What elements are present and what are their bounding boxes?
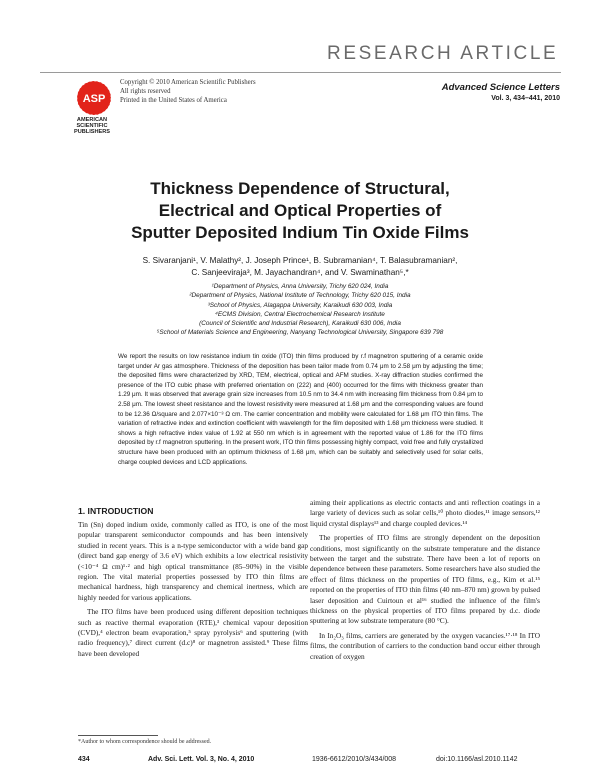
abstract: We report the results on low resistance indium tin oxide (ITO) thin films produced by r.f magnetron sputtering of a ceramic oxide target under Ar gas atmosphere. Thickness of the deposition has been tailor made from 0.74 μm to 2.58 μm by adjusting the time; the deposited films were characterized by XRD, TEM, electrical, optical and AFM studies. X-ray diffraction studies confirmed the presence of the ITO cubic phase with preferred orientation on (222) and (400) occurred for the films with thickness greater than 1.29 μm. It was observed that average grain size increases from 10.5 nm to 34.4 nm with increasing film thickness from 0.84 μm to 2.58 μm. The lowest sheet resistance and the lowest resistivity were measured at 1.68 μm and the corresponding values are found to be 12.36 Ω/square and 2.077×10⁻³ Ω cm. The carrier concentration and mobility were calculated for 1.68 μm ITO thin films. The variation of refractive index and extinction coefficient with wavelength for the film deposited with 1.68 μm thickness were studied. It shows a high refractive index value of 1.92 at 550 nm which is in agreement with the reported value of 1.86 for the ITO films deposited by r.f magnetron sputtering. In the present work, ITO thin films possessing highly compact, void free and fully crystallized structure have been produced with an optimum thickness of 1.68 μm, which can be suitably and selectively used for solar cells, charge coupled devices and LCD applications.: [118, 353, 483, 466]
footnote: *Author to whom correspondence should be addressed.: [78, 739, 212, 745]
footnote-rule: [78, 735, 158, 736]
footer-doi: doi:10.1166/asl.2010.1142: [436, 756, 518, 763]
publisher-name: AMERICAN SCIENTIFIC PUBLISHERS: [73, 117, 111, 136]
affiliations: [80, 282, 520, 338]
body-column-right: [310, 498, 540, 666]
authors-line-2: C. Sanjeeviraja³, M. Jayachandran⁴, and V. Swaminathan⁵,*: [191, 268, 409, 277]
paragraph: The ITO films have been produced using different deposition techniques such as reactive thermal evaporation (RTE),³ chemical vapour deposition (CVD),⁴ electron beam evaporation,⁵ spray pyrolysis⁶ and sputtering (with radio frequency),⁷ direct current (d.c)⁸ or magnetron assisted.⁹ These films have been developed: [78, 607, 308, 658]
body-column-left: [78, 520, 308, 663]
affiliation-item: ⁵School of Materials Science and Engineering, Nanyang Technological University, Singapore 639 798: [156, 329, 444, 337]
section-heading: 1. INTRODUCTION: [78, 506, 154, 516]
title-line-1: Thickness Dependence of Structural,: [150, 179, 450, 198]
header-rule: [40, 72, 561, 73]
paper-title: [60, 178, 540, 244]
rights-line: All rights reserved: [120, 87, 171, 95]
publisher-logo: [76, 80, 112, 116]
paragraph: aiming their applications as electric contacts and anti reflection coatings in a large variety of devices such as solar cells,¹⁰ photo diodes,¹¹ image sensors,¹² liquid crystal displays¹³ and charge coupled devices.¹⁴: [310, 498, 540, 528]
publication-info: [120, 79, 256, 105]
affiliation-item: ²Department of Physics, National Institute of Technology, Trichy 620 015, India: [189, 292, 411, 300]
copyright-line: Copyright © 2010 American Scientific Publishers: [120, 79, 256, 86]
affiliation-item: ³School of Physics, Alagappa University, Karaikudi 630 003, India: [207, 301, 393, 309]
author-list: [80, 255, 520, 279]
journal-name: Advanced Science Letters: [441, 82, 560, 93]
affiliation-item: (Council of Scientific and Industrial Research), Karaikudi 630 006, India: [199, 320, 401, 328]
title-line-2: Electrical and Optical Properties of: [158, 201, 442, 220]
paragraph: The properties of ITO films are strongly dependent on the deposition conditions, most significantly on the substrate temperature and the distance between the target and the substrate. There have been a lot of reports on dependence between these parameters. Some researchers have also studied the effect of films thickness on the properties of ITO films, e.g., Kim et al.¹⁵ reported on the properties of ITO thin films (40 nm–870 nm) grown by pulsed laser deposition and Cuirtoun et al¹⁶ studied the influence of the film's thickness on the physical properties of ITO films prepared by d.c. diode sputtering at low substrate temperature (80 °C).: [310, 533, 540, 626]
footer-citation: Adv. Sci. Lett. Vol. 3, No. 4, 2010: [148, 756, 255, 763]
page-number: 434: [78, 756, 90, 763]
logo-mark: ASP: [82, 93, 106, 105]
printed-line: Printed in the United States of America: [120, 96, 227, 104]
affiliation-item: ⁴ECMS Division, Central Electrochemical Research Institute: [215, 310, 385, 318]
banner-research-article: RESEARCH ARTICLE: [327, 43, 559, 64]
authors-line-1: S. Sivaranjani¹, V. Malathy², J. Joseph Prince¹, B. Subramanian⁴, T. Balasubramanian²,: [142, 256, 458, 265]
journal-info: [442, 82, 560, 104]
footer-issn: 1936-6612/2010/3/434/008: [312, 756, 397, 763]
paragraph: In In₂O₃ films, carriers are generated by the oxygen vacancies.¹⁷·¹⁸ In ITO films, the contribution of carriers to the conduction band occur either through creation of oxygen: [310, 630, 540, 661]
affiliation-item: ¹Department of Physics, Anna University, Trichy 620 024, India: [211, 283, 389, 290]
journal-volume: Vol. 3, 434–441, 2010: [491, 95, 560, 102]
title-line-3: Sputter Deposited Indium Tin Oxide Films: [131, 223, 469, 242]
paragraph: Tin (Sn) doped indium oxide, commonly called as ITO, is one of the most popular transparent semiconductor compounds and has been intensively studied in recent years. This is a n-type semiconductor with a wide band gap (direct band gap energy of 3.6 eV) which exhibits a low electrical resistivity (<10⁻⁴ Ω cm)¹·² and high optical transmittance (85–90%) in the visible region. The vital material properties possessed by ITO thin films are mechanical hardness, high transparency and chemical inertness, which are highly needed for various applications.: [78, 520, 308, 602]
